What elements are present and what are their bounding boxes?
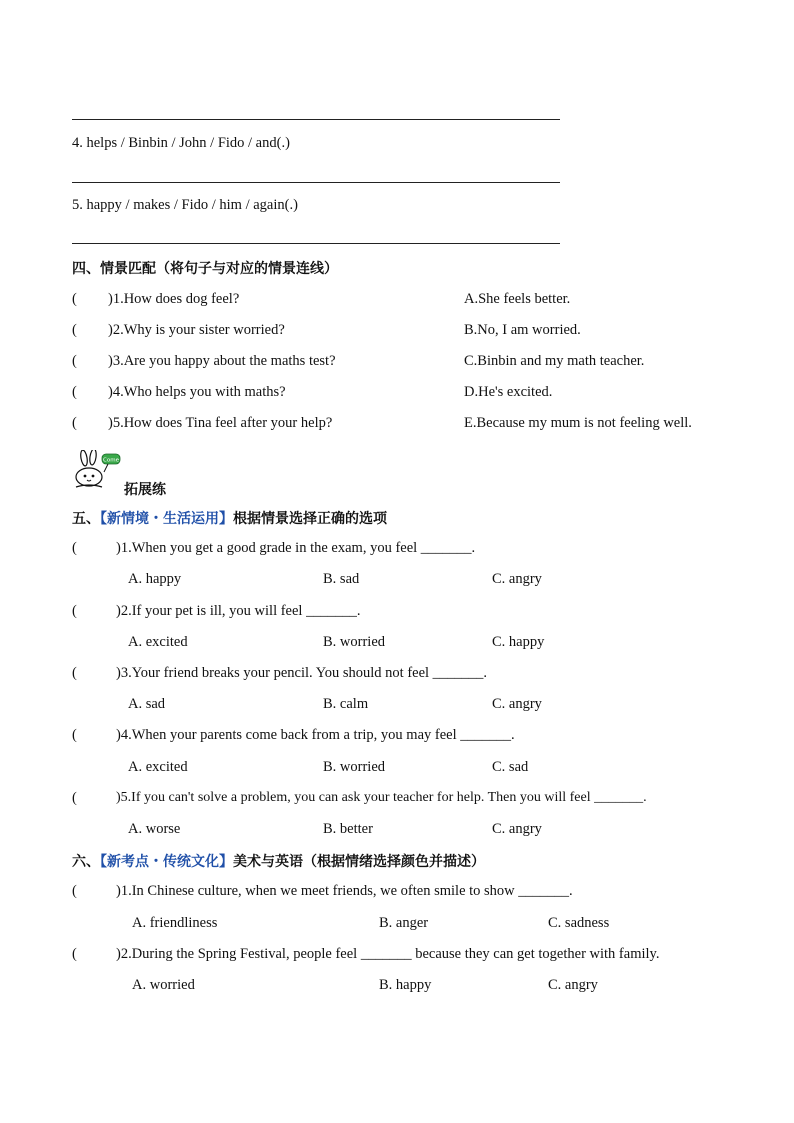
option-a[interactable]: A. worse xyxy=(128,821,181,837)
answer-paren[interactable]: ( xyxy=(72,946,77,962)
section6-title-rest: 美术与英语（根据情绪选择颜色并描述） xyxy=(233,854,485,870)
match-option: B.No, I am worried. xyxy=(464,322,581,338)
answer-paren[interactable]: ( xyxy=(72,790,77,806)
section6-prefix: 六、 xyxy=(72,854,100,870)
question-text: )2.If your pet is ill, you will feel _______. xyxy=(116,603,361,619)
match-option: E.Because my mum is not feeling well. xyxy=(464,415,692,431)
option-b[interactable]: B. worried xyxy=(323,634,386,650)
option-a[interactable]: A. excited xyxy=(128,759,188,775)
question-text: )2.Why is your sister worried? xyxy=(108,322,285,338)
option-c[interactable]: C. sad xyxy=(492,759,529,775)
question-text: )1.In Chinese culture, when we meet friends, we often smile to show _______. xyxy=(116,883,573,899)
option-b[interactable]: B. calm xyxy=(323,696,369,712)
question-text: )5.If you can't solve a problem, you can ask your teacher for help. Then you will feel _______. xyxy=(116,790,647,805)
question-text: )4.When your parents come back from a trip, you may feel _______. xyxy=(116,727,515,743)
question-text: )1.When you get a good grade in the exam, you feel _______. xyxy=(116,540,476,556)
match-option: A.She feels better. xyxy=(464,291,571,307)
answer-paren[interactable]: ( xyxy=(72,540,77,556)
ordering-item-5: 5. happy / makes / Fido / him / again(.) xyxy=(72,197,298,213)
question-text: )1.How does dog feel? xyxy=(108,291,240,307)
question-text: )4.Who helps you with maths? xyxy=(108,384,286,400)
option-c[interactable]: C. angry xyxy=(548,977,598,993)
section5-title xyxy=(72,508,387,528)
ordering-item-4: 4. helps / Binbin / John / Fido / and(.) xyxy=(72,135,290,151)
answer-paren[interactable]: ( xyxy=(72,883,77,899)
match-option: C.Binbin and my math teacher. xyxy=(464,353,645,369)
section6-title xyxy=(72,851,485,871)
answer-line-3 xyxy=(72,119,560,120)
question-text: )5.How does Tina feel after your help? xyxy=(108,415,333,431)
answer-paren[interactable]: ( xyxy=(72,415,77,431)
question-text: )3.Are you happy about the maths test? xyxy=(108,353,336,369)
section6-tag: 【新考点・传统文化】 xyxy=(100,854,233,870)
answer-line-5 xyxy=(72,243,560,244)
option-b[interactable]: B. worried xyxy=(323,759,386,775)
question-text: )3.Your friend breaks your pencil. You should not feel _______. xyxy=(116,665,488,681)
option-c[interactable]: C. angry xyxy=(492,571,542,587)
answer-line-4 xyxy=(72,182,560,183)
option-a[interactable]: A. excited xyxy=(128,634,188,650)
badge-text: Come xyxy=(103,457,119,464)
option-a[interactable]: A. friendliness xyxy=(132,915,218,931)
section5-tag: 【新情境・生活运用】 xyxy=(100,511,233,527)
extension-label: 拓展练 xyxy=(124,482,166,498)
answer-paren[interactable]: ( xyxy=(72,322,77,338)
section4-title: 四、情景匹配（将句子与对应的情景连线） xyxy=(72,261,338,277)
answer-paren[interactable]: ( xyxy=(72,727,77,743)
option-b[interactable]: B. better xyxy=(323,821,373,837)
option-c[interactable]: C. sadness xyxy=(548,915,610,931)
answer-paren[interactable]: ( xyxy=(72,353,77,369)
question-text: )2.During the Spring Festival, people feel _______ because they can get together with family. xyxy=(116,946,660,962)
option-c[interactable]: C. happy xyxy=(492,634,545,650)
option-b[interactable]: B. sad xyxy=(323,571,360,587)
bunny-mascot-icon xyxy=(72,450,122,490)
option-a[interactable]: A. happy xyxy=(128,571,182,587)
answer-paren[interactable]: ( xyxy=(72,603,77,619)
option-b[interactable]: B. anger xyxy=(379,915,429,931)
match-option: D.He's excited. xyxy=(464,384,553,400)
answer-paren[interactable]: ( xyxy=(72,291,77,307)
section5-prefix: 五、 xyxy=(72,511,100,527)
option-c[interactable]: C. angry xyxy=(492,821,542,837)
option-a[interactable]: A. worried xyxy=(132,977,195,993)
option-c[interactable]: C. angry xyxy=(492,696,542,712)
option-b[interactable]: B. happy xyxy=(379,977,432,993)
answer-paren[interactable]: ( xyxy=(72,665,77,681)
answer-paren[interactable]: ( xyxy=(72,384,77,400)
option-a[interactable]: A. sad xyxy=(128,696,166,712)
section5-title-rest: 根据情景选择正确的选项 xyxy=(233,511,387,527)
